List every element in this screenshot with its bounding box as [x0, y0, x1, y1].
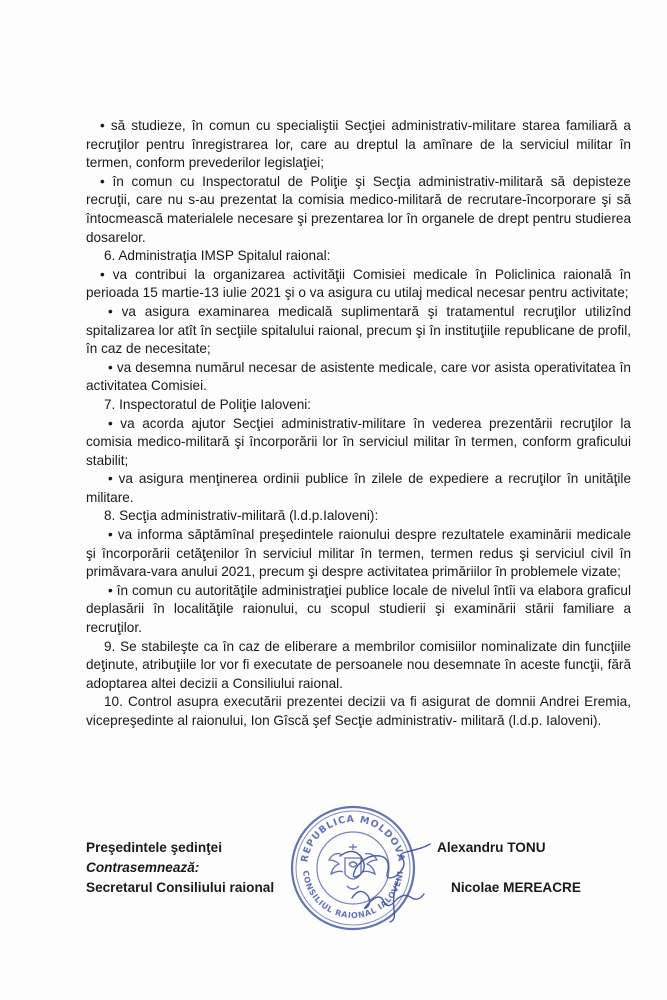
- secretar-name: Nicolae MEREACRE: [451, 880, 581, 895]
- handwritten-signature: [332, 836, 442, 926]
- paragraph-police-assistance: • va acorda ajutor Secţiei administrativ-militare în vederea prezentării recruţilor la comisia medico-militară şi încorporării lor în serviciul militar în termen, conform graficului stabilit;: [86, 415, 631, 468]
- section-heading-hospital: 6. Administraţia IMSP Spitalul raional:: [104, 248, 331, 264]
- paragraph-travel-schedule: • în comun cu autorităţile administraţiei publice locale de nivelul întîi va elabora graficul deplasării în localităţile raionului, cu scopul studierii şi examinării stării familiare a recruţilor.: [86, 582, 631, 636]
- paragraph-medical-commission: • va contribui la organizarea activităţii Comisiei medicale în Policlinica raională în perioada 15 martie-13 iulie 2021 şi o va asigura cu utilaj medical necesar pentru activitate;: [86, 266, 631, 301]
- section-heading-military: 8. Secţia administrativ-militară (l.d.p.Ialoveni):: [104, 508, 379, 524]
- presedinte-name: Alexandru TONU: [437, 840, 546, 855]
- paragraph-control: 10. Control asupra executării prezentei decizii va fi asigurat de domnii Andrei Eremia, vicepreşedinte al raionului, Ion Gîscă şef Secţie administrativ- militară (l.d.p. Ialoveni).: [86, 694, 631, 728]
- presedinte-label: Preşedintele şedinţei: [86, 840, 222, 855]
- paragraph-member-replacement: 9. Se stabileşte ca în caz de eliberare a membrilor comisiilor nominalizate din funcţiile deţinute, atribuţiile lor vor fi executate de persoanele nou desemnate în aceste funcţii, fără adoptarea altei decizii a Consiliului raional.: [86, 638, 631, 691]
- seal-text-top: REPUBLICA MOLDOVA: [299, 813, 407, 864]
- secretar-label: Secretarul Consiliului raional: [86, 880, 275, 895]
- seal-text-bottom: CONSILIUL RAIONAL IALOVENI: [300, 869, 405, 921]
- paragraph-weekly-report: • va informa săptămînal preşedintele raionului despre rezultatele examinării medicale şi încorporării cetăţenilor în serviciul militar în termen, termen redus şi serviciul civil în primăvara-vara anului 2021, precum şi despre activitatea primăriilor în problemele vizate;: [86, 527, 631, 580]
- paragraph-study-family-status: • să studieze, în comun cu specialiştii Secţiei administrativ-militare starea familiară a recruţilor pentru înregistrarea lor, care au dreptul la amînare de la serviciul militar în termen, conform prevederilor legislaţiei;: [86, 118, 631, 171]
- contrasemneaza-label: Contrasemnează:: [86, 860, 200, 875]
- paragraph-public-order: • va asigura menţinerea ordinii publice în zilele de expediere a recruţilor în unităţile militare.: [86, 471, 631, 505]
- paragraph-identify-recruits: • în comun cu Inspectoratul de Poliţie şi Secţia administrativ-militară să depisteze recruţii, care nu s-au prezentat la comisia medico-militară de recrutare-încorporare şi să întocmească materialele necesare şi prezentarea lor în organele de drept pentru studierea dosarelor.: [86, 173, 631, 245]
- document-body: [86, 117, 631, 731]
- paragraph-nurses: • va desemna numărul necesar de asistente medicale, care vor asista operativitatea în activitatea Comisiei.: [86, 359, 631, 394]
- paragraph-medical-examination: • va asigura examinarea medicală suplimentară şi tratamentul recruţilor utilizînd spitalizarea lor atît în secţiile spitalului raional, precum şi în instituţiile republicane de profil, în caz de necesitate;: [86, 303, 631, 357]
- section-heading-police: 7. Inspectoratul de Poliţie Ialoveni:: [104, 396, 312, 412]
